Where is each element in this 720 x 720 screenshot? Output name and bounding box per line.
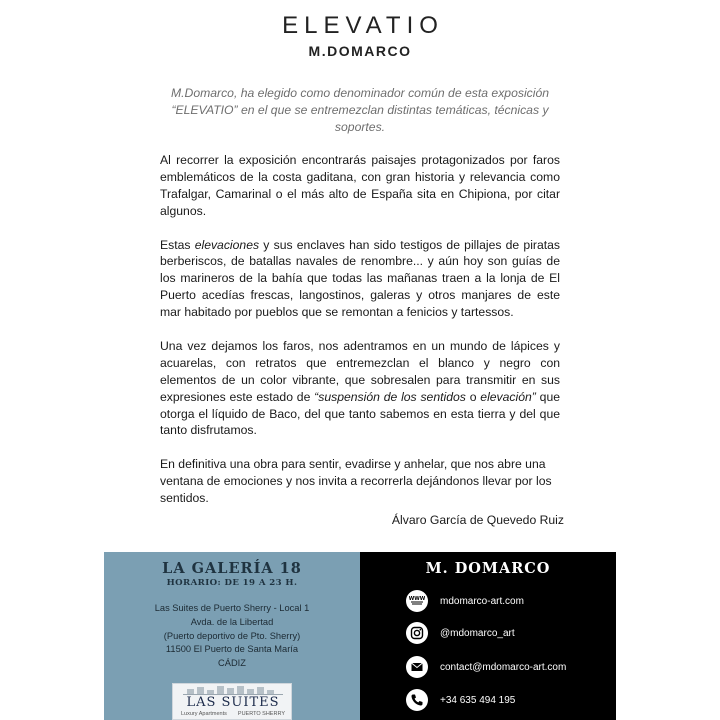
address-line: (Puerto deportivo de Pto. Sherry) <box>163 630 301 641</box>
phone-number[interactable]: +34 635 494 195 <box>440 694 516 706</box>
header <box>0 12 720 59</box>
las-suites-logo <box>172 683 292 720</box>
web-link[interactable]: mdomarco-art.com <box>440 595 524 607</box>
paragraph-4: En definitiva una obra para sentir, evadirse y anhelar, que nos abre una ventana de emociones y nos invita a recorrerla dejándonos llevar por los sentidos. <box>160 457 552 506</box>
contact-panel <box>360 552 616 720</box>
instagram-icon <box>406 622 428 644</box>
address-line: 11500 El Puerto de Santa María <box>165 644 299 655</box>
contact-web[interactable] <box>406 590 524 612</box>
skyline-graphic <box>183 686 283 695</box>
contact-email[interactable] <box>406 656 566 678</box>
contact-name: M. DOMARCO <box>425 560 551 577</box>
emphasis-elevaciones: elevaciones <box>194 237 260 252</box>
instagram-handle[interactable]: @mdomarco_art <box>440 627 515 639</box>
email-link[interactable]: contact@mdomarco-art.com <box>440 661 567 673</box>
emphasis-elevacion: elevación” <box>480 389 536 404</box>
mail-icon <box>406 656 428 678</box>
gallery-address <box>104 602 360 671</box>
phone-icon <box>406 689 428 711</box>
paragraph-3: Una vez dejamos los faros, nos adentramos en un mundo de lápices y acuarelas, con retratos que entremezclan el blanco y negro con elementos de un color vibrante, que sobresalen para transmitir en sus expresiones este estado de “suspensión de los sentidos o elevación” que otorga el líquido de Baco, del que tanto sabemos en esta tierra y del que tanto disfrutamos. <box>160 338 561 438</box>
paragraph-2: Estas elevaciones y sus enclaves han sido testigos de pillajes de piratas berberiscos, de batallas navales de renombre... y aún hoy son guías de los marineros de la bahía que todas las mañanas traen a la lonja de El Puerto acedías frescas, langostinos, galeras y otros manjares de este mar habitado por pueblos que se remontan a fenicios y tartessos. <box>160 237 560 320</box>
address-line: Avda. de la Libertad <box>190 616 274 627</box>
contact-instagram[interactable] <box>406 622 515 644</box>
artist-name: M.DOMARCO <box>308 43 412 59</box>
contact-phone[interactable] <box>406 689 515 711</box>
gallery-name: LA GALERÍA 18 <box>162 560 302 577</box>
logo-tagline: Luxury Apartments PUERTO SHERRY <box>181 711 285 717</box>
svg-text:WWW: WWW <box>409 596 425 603</box>
emphasis-suspension: “suspensión de los sentidos <box>314 389 466 404</box>
logo-main-text: LAS SUITES <box>186 695 280 710</box>
body-text <box>160 152 560 524</box>
address-line: CÁDIZ <box>218 658 246 669</box>
gallery-hours: HORARIO: DE 19 A 23 H. <box>166 578 298 588</box>
gallery-panel <box>104 552 360 720</box>
footer <box>104 552 616 720</box>
www-icon <box>406 590 428 612</box>
paragraph-1: Al recorrer la exposición encontrarás paisajes protagonizados por faros emblemáticos de la costa gaditana, con gran historia y relevancia como Trafalgar, Camarinal o el más alto de España sita en Chipiona, por citar algunos. <box>160 153 560 218</box>
exhibition-title: ELEVATIO <box>282 12 444 39</box>
intro-text: M.Domarco, ha elegido como denominador común de esta exposición “ELEVATIO” en el que se entremezclan distintas temáticas, técnicas y soportes. <box>170 86 550 134</box>
address-line: Las Suites de Puerto Sherry - Local 1 <box>154 603 310 613</box>
signature: Álvaro García de Quevedo Ruiz <box>391 513 564 527</box>
